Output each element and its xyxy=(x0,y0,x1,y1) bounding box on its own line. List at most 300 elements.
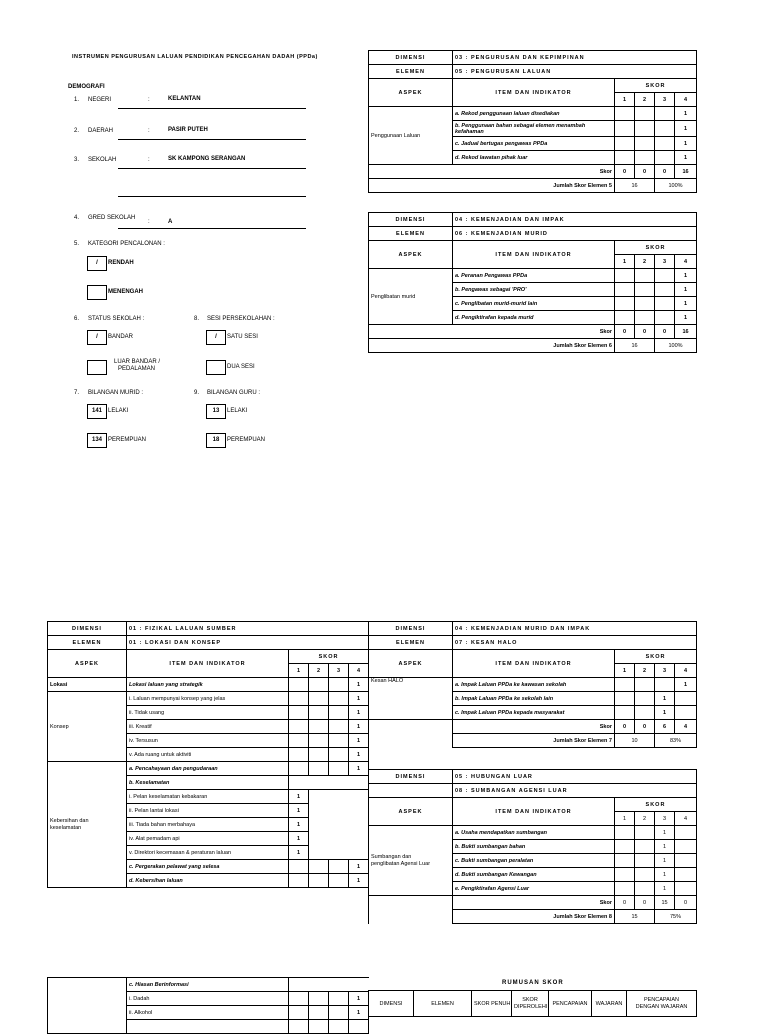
table-cell: Penglibatan murid xyxy=(369,269,453,325)
table-cell: 1 xyxy=(349,692,369,706)
empty-cell xyxy=(329,748,349,762)
form-text: MENENGAH xyxy=(108,289,144,295)
empty-cell xyxy=(675,840,697,854)
table-cell: 3 xyxy=(655,664,675,678)
table-cell: SKOR xyxy=(615,798,697,812)
table-cell: ITEM DAN INDIKATOR xyxy=(453,241,615,269)
empty-cell xyxy=(329,860,349,874)
empty-cell xyxy=(369,910,453,924)
table-cell: SKOR PENUH xyxy=(472,991,512,1017)
form-text: PEREMPUAN xyxy=(227,437,266,443)
empty-cell xyxy=(309,706,329,720)
table-cell: 1 xyxy=(655,882,675,896)
table-cell: 3 xyxy=(655,812,675,826)
table-cell: Skor xyxy=(453,896,615,910)
cell-text: PENCAPAIAN xyxy=(643,996,680,1003)
checkbox-bandar[interactable]: / xyxy=(87,330,107,345)
empty-cell xyxy=(289,692,309,706)
table-cell: 1 xyxy=(675,283,697,297)
empty-cell xyxy=(289,1006,309,1020)
table-cell: 1 xyxy=(675,678,697,692)
table-cell: WAJARAN xyxy=(592,991,627,1017)
empty-cell xyxy=(329,720,349,734)
table-cell: 01 : FIZIKAL LALUAN SUMBER xyxy=(127,622,369,636)
form-text: : xyxy=(148,219,150,225)
cell-text: keselamatan xyxy=(50,824,82,831)
checkbox-rendah[interactable]: / xyxy=(87,256,107,271)
empty-cell xyxy=(309,734,329,748)
form-text: LELAKI xyxy=(108,408,129,414)
empty-cell xyxy=(329,678,349,692)
empty-cell xyxy=(635,840,655,854)
empty-cell xyxy=(289,734,309,748)
table-cell: v. Direktori kecemasan & peraturan laluan xyxy=(127,846,289,860)
empty-cell xyxy=(615,840,635,854)
guru-perempuan-count: 18 xyxy=(206,433,226,448)
table-cell: ELEMEN xyxy=(369,65,453,79)
empty-cell xyxy=(615,706,635,720)
empty-cell xyxy=(655,151,675,165)
underline xyxy=(118,196,306,197)
empty-cell xyxy=(309,992,329,1006)
table-cell: 1 xyxy=(675,137,697,151)
table-cell: 01 : LOKASI DAN KONSEP xyxy=(127,636,369,650)
table-cell: ASPEK xyxy=(48,650,127,678)
table-cell: Penggunaan Laluan xyxy=(369,107,453,165)
table-cell: 2 xyxy=(635,255,655,269)
table-cell: Lokasi xyxy=(48,678,127,692)
table-cell: a. Impak Laluan PPDa ke kawasan sekolah xyxy=(453,678,615,692)
table-cell: PENCAPAIAN xyxy=(549,991,592,1017)
table-cell: 1 xyxy=(289,846,309,860)
empty-cell xyxy=(615,283,635,297)
empty-cell xyxy=(289,1020,309,1034)
underline xyxy=(118,168,306,169)
table-cell: 1 xyxy=(349,874,369,888)
checkbox-dua-sesi[interactable] xyxy=(206,360,226,375)
underline xyxy=(118,108,306,109)
table-cell: DIMENSI xyxy=(369,622,453,636)
rumusan-table xyxy=(368,990,697,1017)
table-cell: 4 xyxy=(675,664,697,678)
table-cell: 3 xyxy=(655,93,675,107)
table-cell: ii. Alkohol xyxy=(127,1006,289,1020)
form-text: 7. xyxy=(74,390,80,396)
table-cell: 6 xyxy=(655,720,675,734)
table-cell: 1 xyxy=(349,720,369,734)
table-cell: d. Bukti sumbangan Kewangan xyxy=(453,868,615,882)
table-cell: 1 xyxy=(655,706,675,720)
empty-cell xyxy=(289,978,369,992)
table-cell: Skor xyxy=(369,325,615,339)
table-cell: 05 : HUBUNGAN LUAR xyxy=(453,770,697,784)
table-cell: Konsep xyxy=(48,692,127,762)
empty-cell xyxy=(329,692,349,706)
empty-cell xyxy=(635,678,655,692)
cell-text: b. Penggunaan bahan sebagai elemen menambah xyxy=(455,122,586,129)
empty-cell xyxy=(309,804,369,818)
table-cell: i. Laluan mempunyai konsep yang jelas xyxy=(127,692,289,706)
empty-cell xyxy=(309,818,369,832)
field-value: KELANTAN xyxy=(168,96,201,102)
empty-cell xyxy=(635,151,655,165)
table-cell: 1 xyxy=(675,297,697,311)
table-cell: 2 xyxy=(635,664,655,678)
table-cell: DIMENSI xyxy=(48,622,127,636)
murid-lelaki-count: 141 xyxy=(87,404,107,419)
field-label: NEGERI xyxy=(88,97,112,103)
empty-cell xyxy=(635,311,655,325)
form-text: BANDAR xyxy=(108,334,134,340)
score-table-hiasan xyxy=(47,977,369,1034)
empty-cell xyxy=(48,762,127,888)
table-cell: 100% xyxy=(655,339,697,353)
empty-cell xyxy=(349,1020,369,1034)
field-label: SEKOLAH xyxy=(88,157,117,163)
table-cell: 0 xyxy=(615,165,635,179)
checkbox-luar-bandar[interactable] xyxy=(87,360,107,375)
form-text: 6. xyxy=(74,316,80,322)
empty-cell xyxy=(615,692,635,706)
table-cell: 3 xyxy=(655,255,675,269)
table-cell: 08 : SUMBANGAN AGENSI LUAR xyxy=(453,784,697,798)
form-text: LELAKI xyxy=(227,408,248,414)
form-text: SATU SESI xyxy=(227,334,258,340)
empty-cell xyxy=(675,868,697,882)
empty-cell xyxy=(309,790,369,804)
empty-cell xyxy=(615,297,635,311)
empty-cell xyxy=(615,107,635,121)
table-cell: b. Pengawas sebagai 'PRO' xyxy=(453,283,615,297)
table-cell: 1 xyxy=(349,1006,369,1020)
empty-cell xyxy=(627,991,697,1017)
sesi-label: SESI PERSEKOLAHAN : xyxy=(207,316,275,322)
table-cell: b. Bukti sumbangan bahan xyxy=(453,840,615,854)
cell-text: Sumbangan dan xyxy=(371,853,412,860)
empty-cell xyxy=(635,854,655,868)
empty-cell xyxy=(309,1006,329,1020)
cell-text: penglibatan Agensi Luar xyxy=(371,860,431,867)
empty-cell xyxy=(369,784,453,798)
table-cell: ELEMEN xyxy=(414,991,472,1017)
table-cell: SKOR xyxy=(289,650,369,664)
table-cell: ii. Pelan lantai lokasi xyxy=(127,804,289,818)
field-label: DAERAH xyxy=(88,128,114,134)
table-cell: DIMENSI xyxy=(369,770,453,784)
empty-cell xyxy=(329,734,349,748)
table-cell: 0 xyxy=(635,720,655,734)
empty-cell xyxy=(369,896,453,910)
table-cell: 4 xyxy=(675,255,697,269)
empty-cell xyxy=(289,706,309,720)
table-cell: a. Pencahayaan dan pengudaraan xyxy=(127,762,289,776)
table-cell: 0 xyxy=(655,325,675,339)
empty-cell xyxy=(615,678,635,692)
empty-cell xyxy=(309,832,369,846)
table-cell: Jumlah Skor Elemen 7 xyxy=(453,734,615,748)
empty-cell xyxy=(369,734,453,748)
table-cell: 1 xyxy=(615,255,635,269)
table-cell: c. Jadual bertugas pengawas PPDa xyxy=(453,137,615,151)
table-cell: 16 xyxy=(615,339,655,353)
empty-cell xyxy=(309,874,329,888)
empty-cell xyxy=(635,107,655,121)
table-cell: 0 xyxy=(615,325,635,339)
table-cell: 1 xyxy=(655,868,675,882)
table-cell: ASPEK xyxy=(369,79,453,107)
empty-cell xyxy=(675,882,697,896)
empty-cell xyxy=(615,137,635,151)
table-cell xyxy=(655,678,675,692)
empty-cell xyxy=(329,762,349,776)
table-cell: 0 xyxy=(635,896,655,910)
table-cell: d. Rekod lawatan pihak luar xyxy=(453,151,615,165)
table-cell: 1 xyxy=(655,854,675,868)
empty-cell xyxy=(655,137,675,151)
demografi-heading: DEMOGRAFI xyxy=(68,84,105,90)
table-cell: c. Penglibatan murid-murid lain xyxy=(453,297,615,311)
empty-cell xyxy=(615,269,635,283)
empty-cell xyxy=(309,860,329,874)
table-cell: 1 xyxy=(349,860,369,874)
table-cell: c. Pergerakan pelawat yang selesa xyxy=(127,860,289,874)
form-text: DUA SESI xyxy=(227,364,255,370)
table-cell: 4 xyxy=(349,664,369,678)
form-text: 3. xyxy=(74,157,80,163)
table-cell: ASPEK xyxy=(369,241,453,269)
table-cell: 1 xyxy=(675,269,697,283)
empty-cell xyxy=(329,1020,349,1034)
table-cell: iv. Alat pemadam api xyxy=(127,832,289,846)
table-cell: SKOR xyxy=(615,241,697,255)
score-table-elemen-7 xyxy=(368,621,697,748)
table-cell: Jumlah Skor Elemen 6 xyxy=(369,339,615,353)
table-cell: d. Kebersihan laluan xyxy=(127,874,289,888)
table-cell: 1 xyxy=(289,818,309,832)
table-cell: ITEM DAN INDIKATOR xyxy=(453,650,615,678)
table-cell: 04 : KEMENJADIAN DAN IMPAK xyxy=(453,213,697,227)
empty-cell xyxy=(655,297,675,311)
underline xyxy=(118,228,306,229)
table-cell: 1 xyxy=(349,706,369,720)
empty-cell xyxy=(309,678,329,692)
table-cell: iii. Tiada bahan merbahaya xyxy=(127,818,289,832)
table-cell: ITEM DAN INDIKATOR xyxy=(453,79,615,107)
form-text: 2. xyxy=(74,128,80,134)
cell-text: DENGAN WAJARAN xyxy=(635,1003,688,1010)
score-table-elemen-1 xyxy=(47,621,369,888)
table-cell: 07 : KESAN HALO xyxy=(453,636,697,650)
table-cell: a. Rekod penggunaan laluan disediakan xyxy=(453,107,615,121)
table-cell: 2 xyxy=(309,664,329,678)
table-cell: 1 xyxy=(349,734,369,748)
table-cell: 1 xyxy=(655,840,675,854)
form-text: 5. xyxy=(74,241,80,247)
empty-cell xyxy=(329,706,349,720)
form-title: INSTRUMEN PENGURUSAN LALUAN PENDIDIKAN PENCEGAHAN DADAH (PPDa) xyxy=(72,54,318,60)
empty-cell xyxy=(309,748,329,762)
table-cell: 10 xyxy=(615,734,655,748)
table-cell: a. Usaha mendapatkan sumbangan xyxy=(453,826,615,840)
score-table-elemen-5 xyxy=(368,50,697,193)
table-cell: iii. Kreatif xyxy=(127,720,289,734)
table-cell: 1 xyxy=(615,664,635,678)
table-cell: 1 xyxy=(675,107,697,121)
empty-cell xyxy=(329,874,349,888)
table-cell: 0 xyxy=(635,165,655,179)
form-text: 9. xyxy=(194,390,200,396)
form-text: 8. xyxy=(194,316,200,322)
empty-cell xyxy=(655,269,675,283)
table-cell: 06 : KEMENJADIAN MURID xyxy=(453,227,697,241)
kategori-label: KATEGORI PENCALONAN : xyxy=(88,241,165,247)
cell-text: DIPEROLEHI xyxy=(514,1003,548,1010)
table-cell: SKOR xyxy=(615,79,697,93)
table-cell: ITEM DAN INDIKATOR xyxy=(453,798,615,826)
field-value: A xyxy=(168,219,173,225)
checkbox-satu-sesi[interactable]: / xyxy=(206,330,226,345)
table-cell: 16 xyxy=(615,179,655,193)
table-cell: 1 xyxy=(615,812,635,826)
table-cell: DIMENSI xyxy=(369,213,453,227)
form-text: LUAR BANDAR / xyxy=(114,359,161,365)
table-cell: 1 xyxy=(615,93,635,107)
murid-perempuan-count: 134 xyxy=(87,433,107,448)
empty-cell xyxy=(615,854,635,868)
table-cell: Skor xyxy=(369,165,615,179)
rumusan-title: RUMUSAN SKOR xyxy=(502,980,564,986)
table-cell: 0 xyxy=(615,720,635,734)
score-table-elemen-8 xyxy=(368,769,697,924)
empty-cell xyxy=(309,846,369,860)
empty-cell xyxy=(512,991,549,1017)
table-cell: 83% xyxy=(655,734,697,748)
empty-cell xyxy=(655,283,675,297)
form-text: PEREMPUAN xyxy=(108,437,147,443)
empty-cell xyxy=(329,992,349,1006)
table-cell: Jumlah Skor Elemen 5 xyxy=(369,179,615,193)
table-cell: 0 xyxy=(675,896,697,910)
cell-text: SKOR xyxy=(522,996,538,1003)
empty-cell xyxy=(635,297,655,311)
table-cell: b. Keselamatan xyxy=(127,776,289,790)
table-cell: ii. Tidak usang xyxy=(127,706,289,720)
empty-cell xyxy=(289,748,309,762)
table-cell: 0 xyxy=(655,165,675,179)
empty-cell xyxy=(289,762,309,776)
empty-cell xyxy=(615,826,635,840)
form-text: PEDALAMAN xyxy=(118,366,156,372)
empty-cell xyxy=(635,137,655,151)
empty-cell xyxy=(615,151,635,165)
empty-cell xyxy=(635,121,655,137)
table-cell: 1 xyxy=(655,826,675,840)
table-cell: 05 : PENGURUSAN LALUAN xyxy=(453,65,697,79)
empty-cell xyxy=(635,868,655,882)
table-cell: SKOR xyxy=(615,650,697,664)
table-cell: c. Hiasan Berinformasi xyxy=(127,978,289,992)
table-cell: ASPEK xyxy=(369,798,453,826)
table-cell: 4 xyxy=(675,720,697,734)
cell-text: Kebersihan dan xyxy=(50,817,89,824)
empty-cell xyxy=(675,826,697,840)
table-cell: 03 : PENGURUSAN DAN KEPIMPINAN xyxy=(453,51,697,65)
table-cell: b. Impak Laluan PPDa ke sekolah lain xyxy=(453,692,615,706)
table-cell: Lokasi laluan yang strategik xyxy=(127,678,289,692)
empty-cell xyxy=(309,1020,329,1034)
table-cell: 3 xyxy=(329,664,349,678)
table-cell: 4 xyxy=(675,93,697,107)
form-text: 4. xyxy=(74,215,80,221)
empty-cell xyxy=(289,678,309,692)
table-cell: v. Ada ruang untuk aktiviti xyxy=(127,748,289,762)
empty-cell xyxy=(615,882,635,896)
empty-cell xyxy=(289,992,309,1006)
table-cell: ELEMEN xyxy=(369,227,453,241)
guru-lelaki-count: 13 xyxy=(206,404,226,419)
empty-cell xyxy=(329,1006,349,1020)
table-cell: 1 xyxy=(289,664,309,678)
form-text: : xyxy=(148,157,150,163)
table-cell: 2 xyxy=(635,93,655,107)
cell-text: kefahaman xyxy=(455,128,484,135)
table-cell: i. Dadah xyxy=(127,992,289,1006)
table-cell: 1 xyxy=(655,692,675,706)
empty-cell xyxy=(655,311,675,325)
table-cell: Kesan HALO xyxy=(369,678,453,720)
table-cell: 1 xyxy=(349,748,369,762)
murid-label: BILANGAN MURID : xyxy=(88,390,144,396)
empty-cell xyxy=(289,874,309,888)
empty-cell xyxy=(675,854,697,868)
table-cell: 1 xyxy=(675,151,697,165)
empty-cell xyxy=(48,978,127,1034)
empty-cell xyxy=(453,121,615,137)
empty-cell xyxy=(635,269,655,283)
table-cell: 1 xyxy=(349,762,369,776)
table-cell xyxy=(675,692,697,706)
table-cell: ASPEK xyxy=(369,650,453,678)
empty-cell xyxy=(655,107,675,121)
table-cell xyxy=(675,706,697,720)
empty-cell xyxy=(615,311,635,325)
table-cell: i. Pelan keselamatan kebakaran xyxy=(127,790,289,804)
empty-cell xyxy=(289,776,369,790)
table-cell: 1 xyxy=(349,678,369,692)
table-cell: ITEM DAN INDIKATOR xyxy=(127,650,289,678)
table-cell: 1 xyxy=(349,992,369,1006)
checkbox-menengah[interactable] xyxy=(87,285,107,300)
table-cell: c. Impak Laluan PPDa kepada masyarakat xyxy=(453,706,615,720)
table-cell: iv. Tersusun xyxy=(127,734,289,748)
empty-cell xyxy=(615,121,635,137)
status-label: STATUS SEKOLAH : xyxy=(88,316,145,322)
empty-cell xyxy=(369,826,453,896)
table-cell: DIMENSI xyxy=(369,991,414,1017)
form-text: : xyxy=(148,128,150,134)
table-cell: 1 xyxy=(289,790,309,804)
form-text: : xyxy=(148,97,150,103)
empty-cell xyxy=(615,868,635,882)
empty-cell xyxy=(309,692,329,706)
score-table-elemen-6 xyxy=(368,212,697,353)
table-cell: 4 xyxy=(675,812,697,826)
field-value: PASIR PUTEH xyxy=(168,127,208,133)
table-cell: 15 xyxy=(615,910,655,924)
table-cell: 1 xyxy=(675,121,697,137)
field-label: GRED SEKOLAH xyxy=(88,215,136,221)
table-cell: 2 xyxy=(635,812,655,826)
